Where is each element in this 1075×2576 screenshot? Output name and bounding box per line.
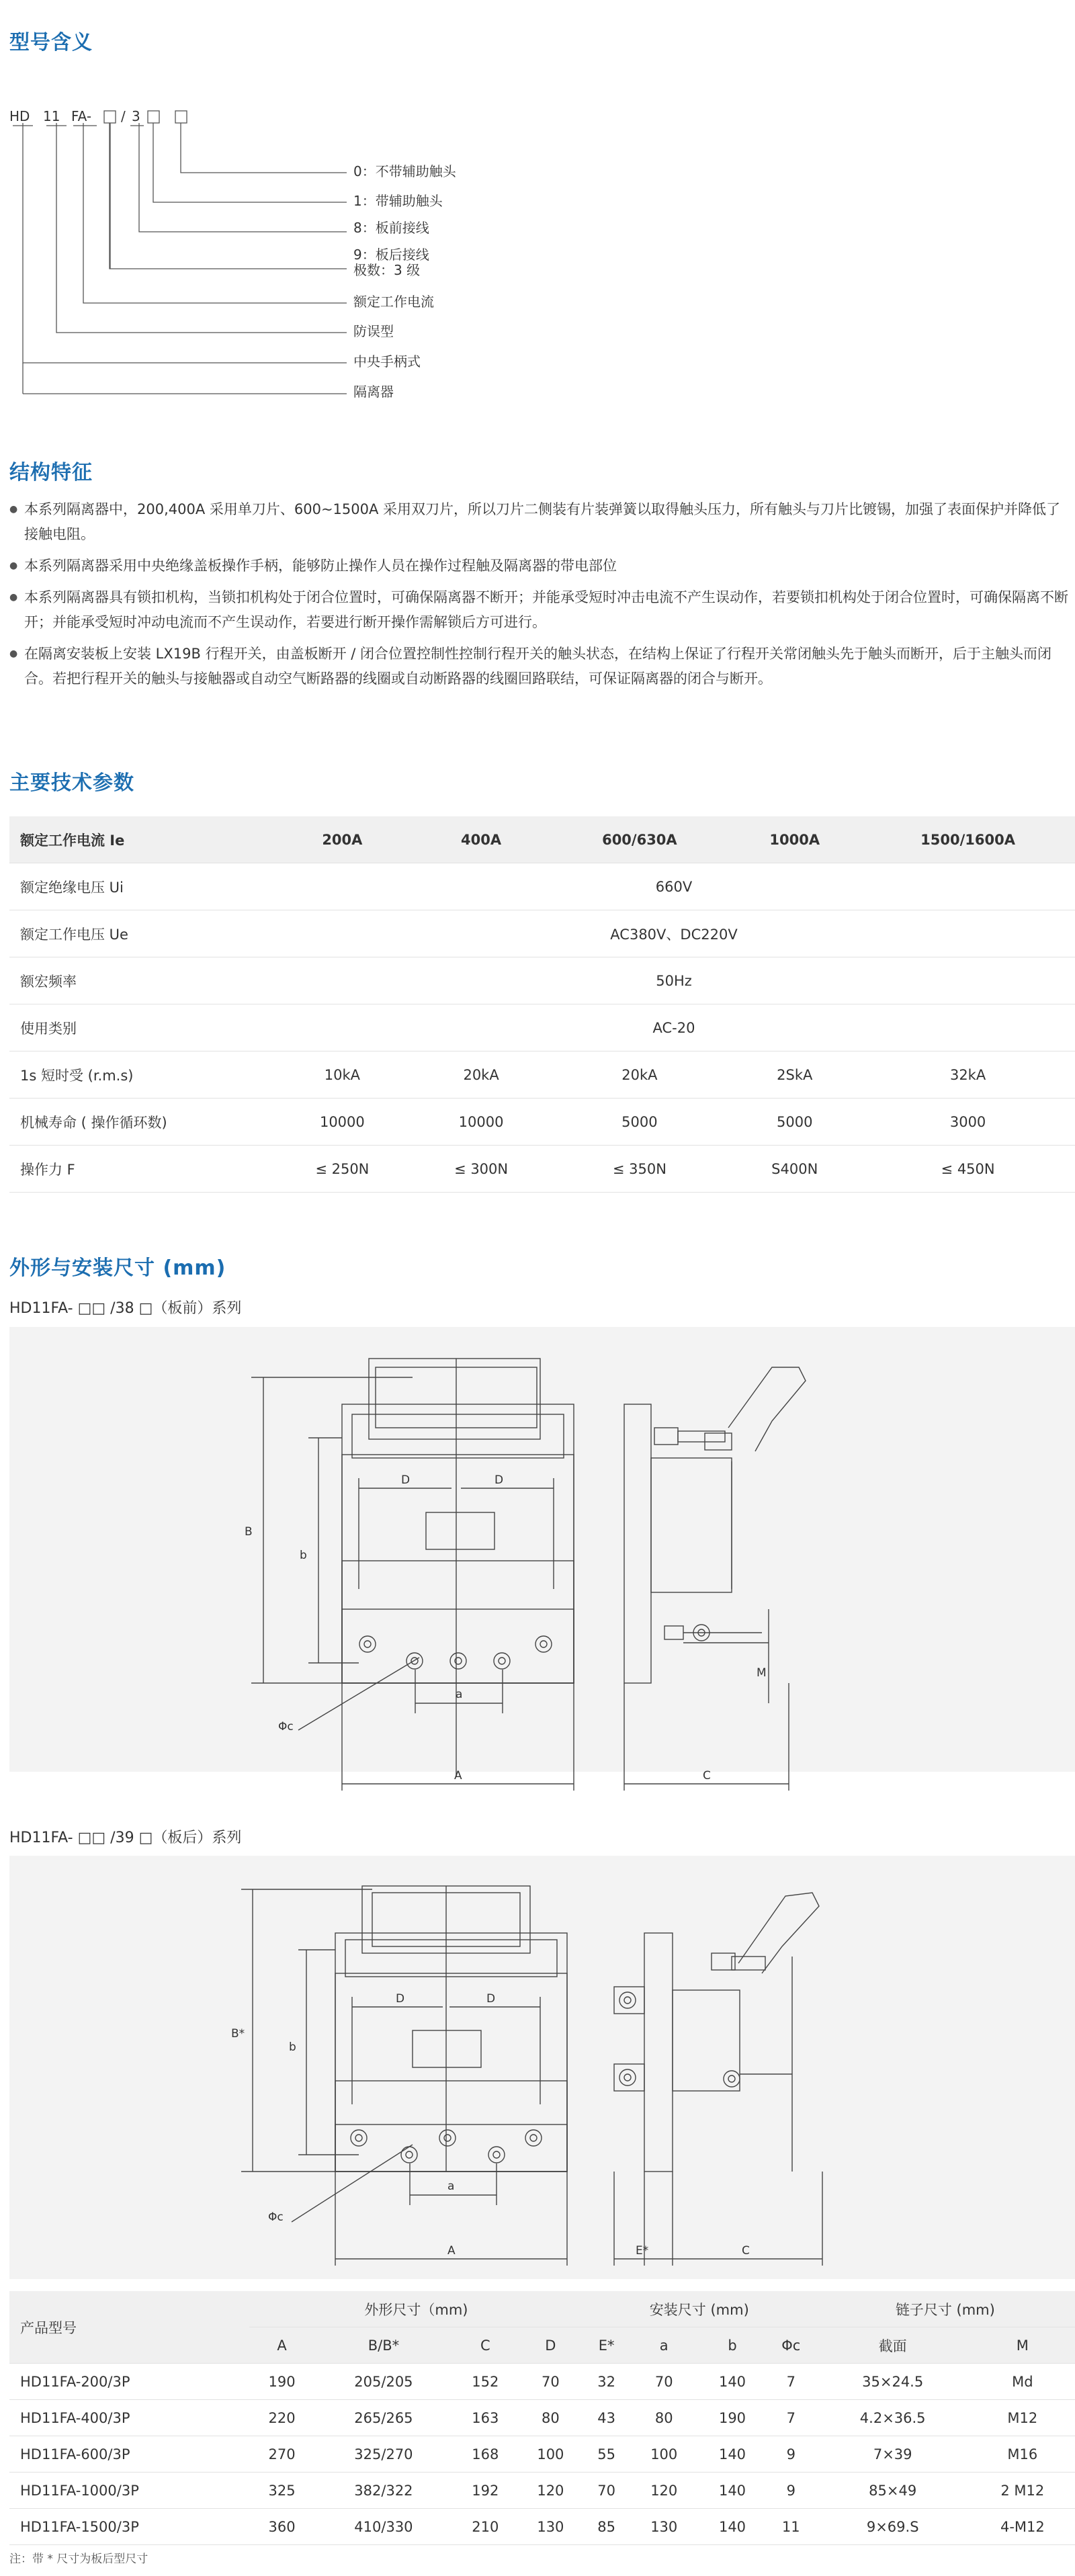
table-cell: 10kA (273, 1051, 412, 1099)
table-cell: 5000 (728, 1099, 861, 1146)
table-cell: D (518, 2327, 583, 2364)
table-row (9, 2400, 1075, 2436)
table-cell: 截面 (816, 2327, 970, 2364)
table-cell: ≤ 250N (273, 1146, 412, 1193)
section-title-structure: 结构特征 (9, 461, 93, 484)
code-part-3: 3 (132, 108, 140, 124)
table-cell: 140 (698, 2509, 767, 2545)
table-cell: 1s 短时受 (r.m.s) (9, 1051, 273, 1099)
table-cell: 7×39 (816, 2436, 970, 2473)
table-cell: M (970, 2327, 1075, 2364)
table-cell: 11 (767, 2509, 816, 2545)
table-cell: 50Hz (273, 957, 1075, 1004)
table-cell: b (698, 2327, 767, 2364)
table-cell: 270 (249, 2436, 314, 2473)
table-cell: ≤ 450N (861, 1146, 1075, 1193)
table-cell: 9 (767, 2436, 816, 2473)
drawing2-caption: HD11FA- □□ /39 □（板后）系列 (9, 1830, 242, 1846)
table-row (9, 1051, 1075, 1099)
table-cell: 163 (453, 2400, 518, 2436)
table-cell: 1000A (728, 816, 861, 863)
table-cell: 55 (583, 2436, 630, 2473)
table-cell: 3000 (861, 1099, 1075, 1146)
section-title-model-meaning: 型号含义 (9, 31, 93, 54)
drawing2-panel (9, 1856, 1075, 2279)
table-cell: 152 (453, 2364, 518, 2400)
features-list (9, 497, 1071, 698)
table-cell: 100 (630, 2436, 698, 2473)
table-cell: 265/265 (314, 2400, 453, 2436)
table-cell: S400N (728, 1146, 861, 1193)
table-cell: 额定绝缘电压 Ui (9, 863, 273, 910)
table-cell: 192 (453, 2473, 518, 2509)
table-cell: 120 (518, 2473, 583, 2509)
table-cell: 400A (412, 816, 551, 863)
table-cell: 190 (249, 2364, 314, 2400)
dim-label-b: b (289, 2041, 296, 2054)
table-cell: 链子尺寸 (mm) (816, 2291, 1075, 2327)
table-cell: 168 (453, 2436, 518, 2473)
table-cell: 360 (249, 2509, 314, 2545)
table-cell: 70 (583, 2473, 630, 2509)
dim-label-A: A (454, 1769, 462, 1783)
table-cell: 2SkA (728, 1051, 861, 1099)
table-cell: 1500/1600A (861, 816, 1075, 863)
table-cell: 70 (630, 2364, 698, 2400)
dim-label-phic: Φc (278, 1720, 294, 1733)
legend-item: 隔离器 (353, 384, 394, 400)
table-row (9, 957, 1075, 1004)
table-cell: 4-M12 (970, 2509, 1075, 2545)
table-cell: 600/630A (550, 816, 728, 863)
table-cell: ≤ 350N (550, 1146, 728, 1193)
table-cell: 10000 (412, 1099, 551, 1146)
table-cell: 7 (767, 2364, 816, 2400)
table-cell: 205/205 (314, 2364, 453, 2400)
legend-item: 8：板前接线 (353, 220, 429, 236)
table-cell: 130 (630, 2509, 698, 2545)
table-cell: 2 M12 (970, 2473, 1075, 2509)
drawing1-svg (9, 1327, 1075, 1783)
feature-item: ● 本系列隔离器中，200,400A 采用单刀片、600~1500A 采用双刀片，所以刀片二侧装有片装弹簧以取得触头压力，所有触头与刀片比镀锡，加强了表面保护并降低了接触电阻。 (9, 497, 1071, 547)
table-cell: 120 (630, 2473, 698, 2509)
dim-label-phic: Φc (268, 2210, 284, 2224)
dim-label-C: C (742, 2244, 750, 2258)
table-cell: M16 (970, 2436, 1075, 2473)
table-cell: 80 (518, 2400, 583, 2436)
table-cell: 10000 (273, 1099, 412, 1146)
table-cell: HD11FA-1500/3P (9, 2509, 249, 2545)
drawing1-panel (9, 1327, 1075, 1783)
table-cell: Φc (767, 2327, 816, 2364)
table-cell: Md (970, 2364, 1075, 2400)
table-cell: 20kA (550, 1051, 728, 1099)
table-cell: 7 (767, 2400, 816, 2436)
table-cell: 130 (518, 2509, 583, 2545)
table-cell: 额定工作电压 Ue (9, 910, 273, 957)
table-cell: 35×24.5 (816, 2364, 970, 2400)
legend-item: 额定工作电流 (353, 294, 434, 310)
params-table (9, 816, 1075, 1193)
table-cell: 200A (273, 816, 412, 863)
dim-label-a: a (447, 2180, 455, 2193)
drawing1-caption: HD11FA- □□ /38 □（板前）系列 (9, 1300, 242, 1317)
table-cell: 额宏频率 (9, 957, 273, 1004)
table-cell: 660V (273, 863, 1075, 910)
table-row (9, 2364, 1075, 2400)
drawing2-svg (9, 1856, 1075, 2279)
table-cell: 100 (518, 2436, 583, 2473)
table-cell: 额定工作电流 Ie (9, 816, 273, 863)
dim-label-b: b (300, 1549, 307, 1562)
table-row (9, 2473, 1075, 2509)
table-cell: 210 (453, 2509, 518, 2545)
legend-item: 极数：3 级 (353, 262, 421, 278)
table-cell: C (453, 2327, 518, 2364)
table-cell: 325 (249, 2473, 314, 2509)
table-cell: 140 (698, 2436, 767, 2473)
table-cell: 85×49 (816, 2473, 970, 2509)
feature-item: ● 本系列隔离器具有锁扣机构，当锁扣机构处于闭合位置时，可确保隔离器不断开；并能承受短时冲击电流不产生误动作，若要锁扣机构处于闭合位置时，可确保隔离不断开；并能承受短时冲动电流而不产生误动作，若要进行断开操作需解锁后方可进行。 (9, 585, 1071, 635)
table-cell: 32 (583, 2364, 630, 2400)
table-row (9, 910, 1075, 957)
table-cell: 外形尺寸（mm) (249, 2291, 583, 2327)
dim-label-D1: D (396, 1992, 405, 2006)
table-cell: HD11FA-1000/3P (9, 2473, 249, 2509)
table-row (9, 1099, 1075, 1146)
table-row (9, 1146, 1075, 1193)
dim-label-a: a (456, 1688, 463, 1701)
table-cell: M12 (970, 2400, 1075, 2436)
table-cell: 325/270 (314, 2436, 453, 2473)
table-cell: 80 (630, 2400, 698, 2436)
table-cell: 70 (518, 2364, 583, 2400)
dim-label-C: C (703, 1769, 711, 1783)
table-cell: 机械寿命 ( 操作循环数) (9, 1099, 273, 1146)
dims-table (9, 2291, 1075, 2545)
section-title-params: 主要技术参数 (9, 771, 134, 795)
table-cell: 43 (583, 2400, 630, 2436)
table-cell: 220 (249, 2400, 314, 2436)
table-cell: AC-20 (273, 1004, 1075, 1051)
legend-item: 中央手柄式 (353, 353, 421, 370)
table-cell: 32kA (861, 1051, 1075, 1099)
dim-label-D2: D (494, 1473, 504, 1487)
table-cell: 20kA (412, 1051, 551, 1099)
table-cell: 5000 (550, 1099, 728, 1146)
code-part-fa: FA- (71, 108, 92, 124)
table-cell: 410/330 (314, 2509, 453, 2545)
table-cell: 4.2×36.5 (816, 2400, 970, 2436)
dim-label-D1: D (401, 1473, 411, 1487)
table-cell: 140 (698, 2364, 767, 2400)
table-cell: 140 (698, 2473, 767, 2509)
dim-label-B: B (245, 1525, 253, 1539)
table-cell: a (630, 2327, 698, 2364)
code-part-hd: HD (9, 108, 30, 124)
table-cell: AC380V、DC220V (273, 910, 1075, 957)
feature-item: ● 本系列隔离器采用中央绝缘盖板操作手柄，能够防止操作人员在操作过程触及隔离器的带电部位 (9, 554, 1071, 578)
table-row (9, 2291, 1075, 2327)
table-row (9, 2436, 1075, 2473)
table-cell: 操作力 F (9, 1146, 273, 1193)
table-cell: HD11FA-200/3P (9, 2364, 249, 2400)
table-cell: 85 (583, 2509, 630, 2545)
table-cell: 382/322 (314, 2473, 453, 2509)
table-cell: B/B* (314, 2327, 453, 2364)
table-cell: HD11FA-400/3P (9, 2400, 249, 2436)
feature-item: ● 在隔离安装板上安装 LX19B 行程开关，由盖板断开 / 闭合位置控制性控制行程开关的触头状态，在结构上保证了行程开关常闭触头先于触头而断开，后于主触头而闭合。若把行程开关的触头与接触器或自动空气断路器的线圈或自动断路器的线圈回路联结，可保证隔离器的闭合与断开。 (9, 642, 1071, 691)
table-cell: 9×69.S (816, 2509, 970, 2545)
legend-item: 1：带辅助触头 (353, 193, 443, 209)
dim-label-M: M (757, 1666, 767, 1680)
table-row (9, 816, 1075, 863)
code-part-slash: / (121, 108, 126, 124)
table-row (9, 863, 1075, 910)
table-cell: A (249, 2327, 314, 2364)
table-cell: 产品型号 (9, 2291, 249, 2364)
table-cell: HD11FA-600/3P (9, 2436, 249, 2473)
model-code-diagram (9, 101, 614, 410)
dim-label-B: B* (231, 2027, 245, 2041)
table-cell: 安装尺寸 (mm) (583, 2291, 816, 2327)
legend-item: 9：板后接线 (353, 247, 429, 263)
table-row (9, 1004, 1075, 1051)
legend-item: 防误型 (353, 323, 394, 339)
dim-label-A: A (447, 2244, 456, 2258)
table-cell: 190 (698, 2400, 767, 2436)
code-part-11: 11 (43, 108, 60, 124)
dim-label-D2: D (486, 1992, 496, 2006)
table-cell: ≤ 300N (412, 1146, 551, 1193)
table-cell: 使用类别 (9, 1004, 273, 1051)
legend-item: 0：不带辅助触头 (353, 163, 456, 179)
dim-label-E: E* (636, 2244, 649, 2258)
table-cell: 9 (767, 2473, 816, 2509)
section-title-dimensions: 外形与安装尺寸 (mm) (9, 1256, 226, 1280)
table-cell: E* (583, 2327, 630, 2364)
footnote: 注：带 * 尺寸为板后型尺寸 (9, 2552, 148, 2566)
table-row (9, 2509, 1075, 2545)
